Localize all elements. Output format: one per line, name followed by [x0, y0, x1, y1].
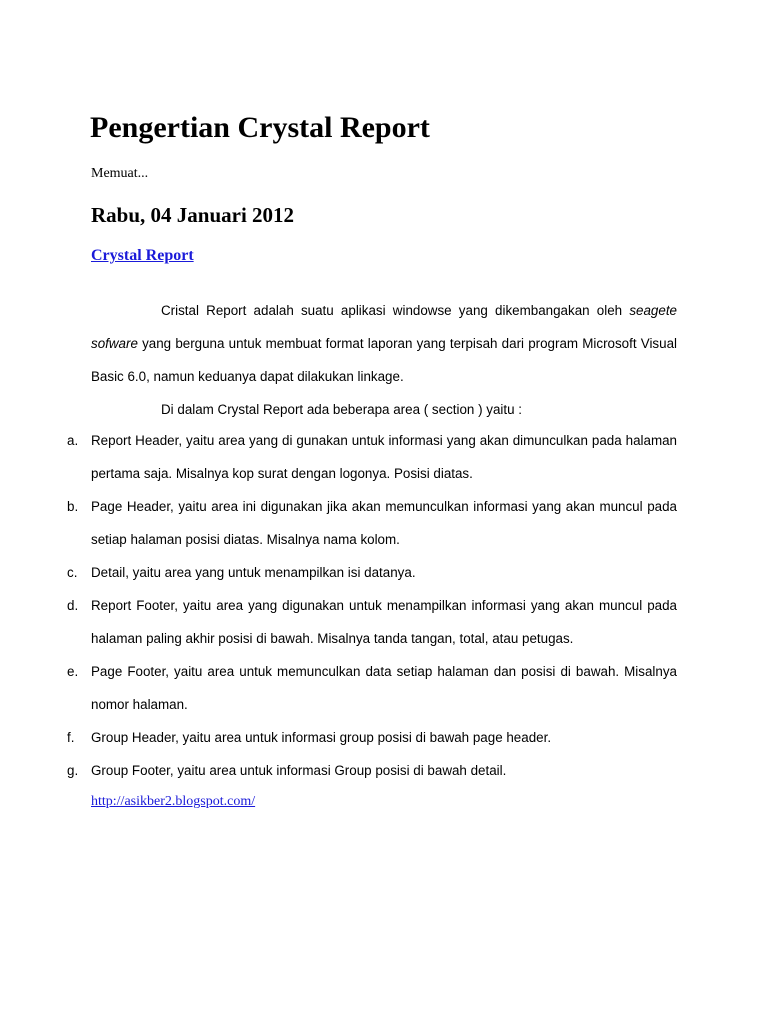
list-item: [67, 556, 677, 589]
post-title-link[interactable]: Crystal Report: [91, 247, 194, 264]
section-intro: Di dalam Crystal Report ada beberapa area ( section ) yaitu :: [161, 402, 522, 417]
post-date: Rabu, 04 Januari 2012: [91, 203, 295, 227]
loading-text: Memuat...: [91, 166, 149, 181]
list-marker: b.: [67, 499, 79, 514]
list-marker: f.: [67, 730, 75, 745]
page-title: Pengertian Crystal Report: [90, 111, 430, 144]
list-marker: a.: [67, 433, 79, 448]
list-item-text: Page Header, yaitu area ini digunakan jika akan memunculkan informasi yang akan muncul pada setiap halaman posisi diatas. Misalnya nama kolom.: [91, 499, 677, 547]
list-item-text: Group Footer, yaitu area untuk informasi Group posisi di bawah detail.: [91, 763, 507, 778]
list-item: [67, 490, 677, 556]
list-marker: e.: [67, 664, 79, 679]
list-item-text: Detail, yaitu area yang untuk menampilkan isi datanya.: [91, 565, 416, 580]
list-item-text: Group Header, yaitu area untuk informasi group posisi di bawah page header.: [91, 730, 552, 745]
list-marker: d.: [67, 598, 79, 613]
paragraph-italic: seagete sofware: [91, 303, 677, 351]
paragraph-end: yang berguna untuk membuat format laporan yang terpisah dari program Microsoft Visual Basic 6.0, namun keduanya dapat dilakukan linkage.: [91, 336, 677, 384]
list-item-text: Page Footer, yaitu area untuk memunculkan data setiap halaman dan posisi di bawah. Misalnya nomor halaman.: [91, 664, 677, 712]
section-list: [67, 424, 677, 787]
source-link[interactable]: http://asikber2.blogspot.com/: [91, 794, 256, 809]
list-item: [67, 655, 677, 721]
list-item-text: Report Header, yaitu area yang di gunakan untuk informasi yang akan dimunculkan pada halaman pertama saja. Misalnya kop surat dengan logonya. Posisi diatas.: [91, 433, 677, 481]
list-item: [67, 589, 677, 655]
list-marker: c.: [67, 565, 78, 580]
intro-paragraph: [91, 294, 677, 393]
list-item: [67, 754, 677, 787]
list-item: [67, 721, 677, 754]
list-marker: g.: [67, 763, 79, 778]
paragraph-start: Cristal Report adalah suatu aplikasi windowse yang dikembangakan oleh: [161, 303, 630, 318]
list-item-text: Report Footer, yaitu area yang digunakan untuk menampilkan informasi yang akan muncul pada halaman paling akhir posisi di bawah. Misalnya tanda tangan, total, atau petugas.: [91, 598, 677, 646]
list-item: [67, 424, 677, 490]
